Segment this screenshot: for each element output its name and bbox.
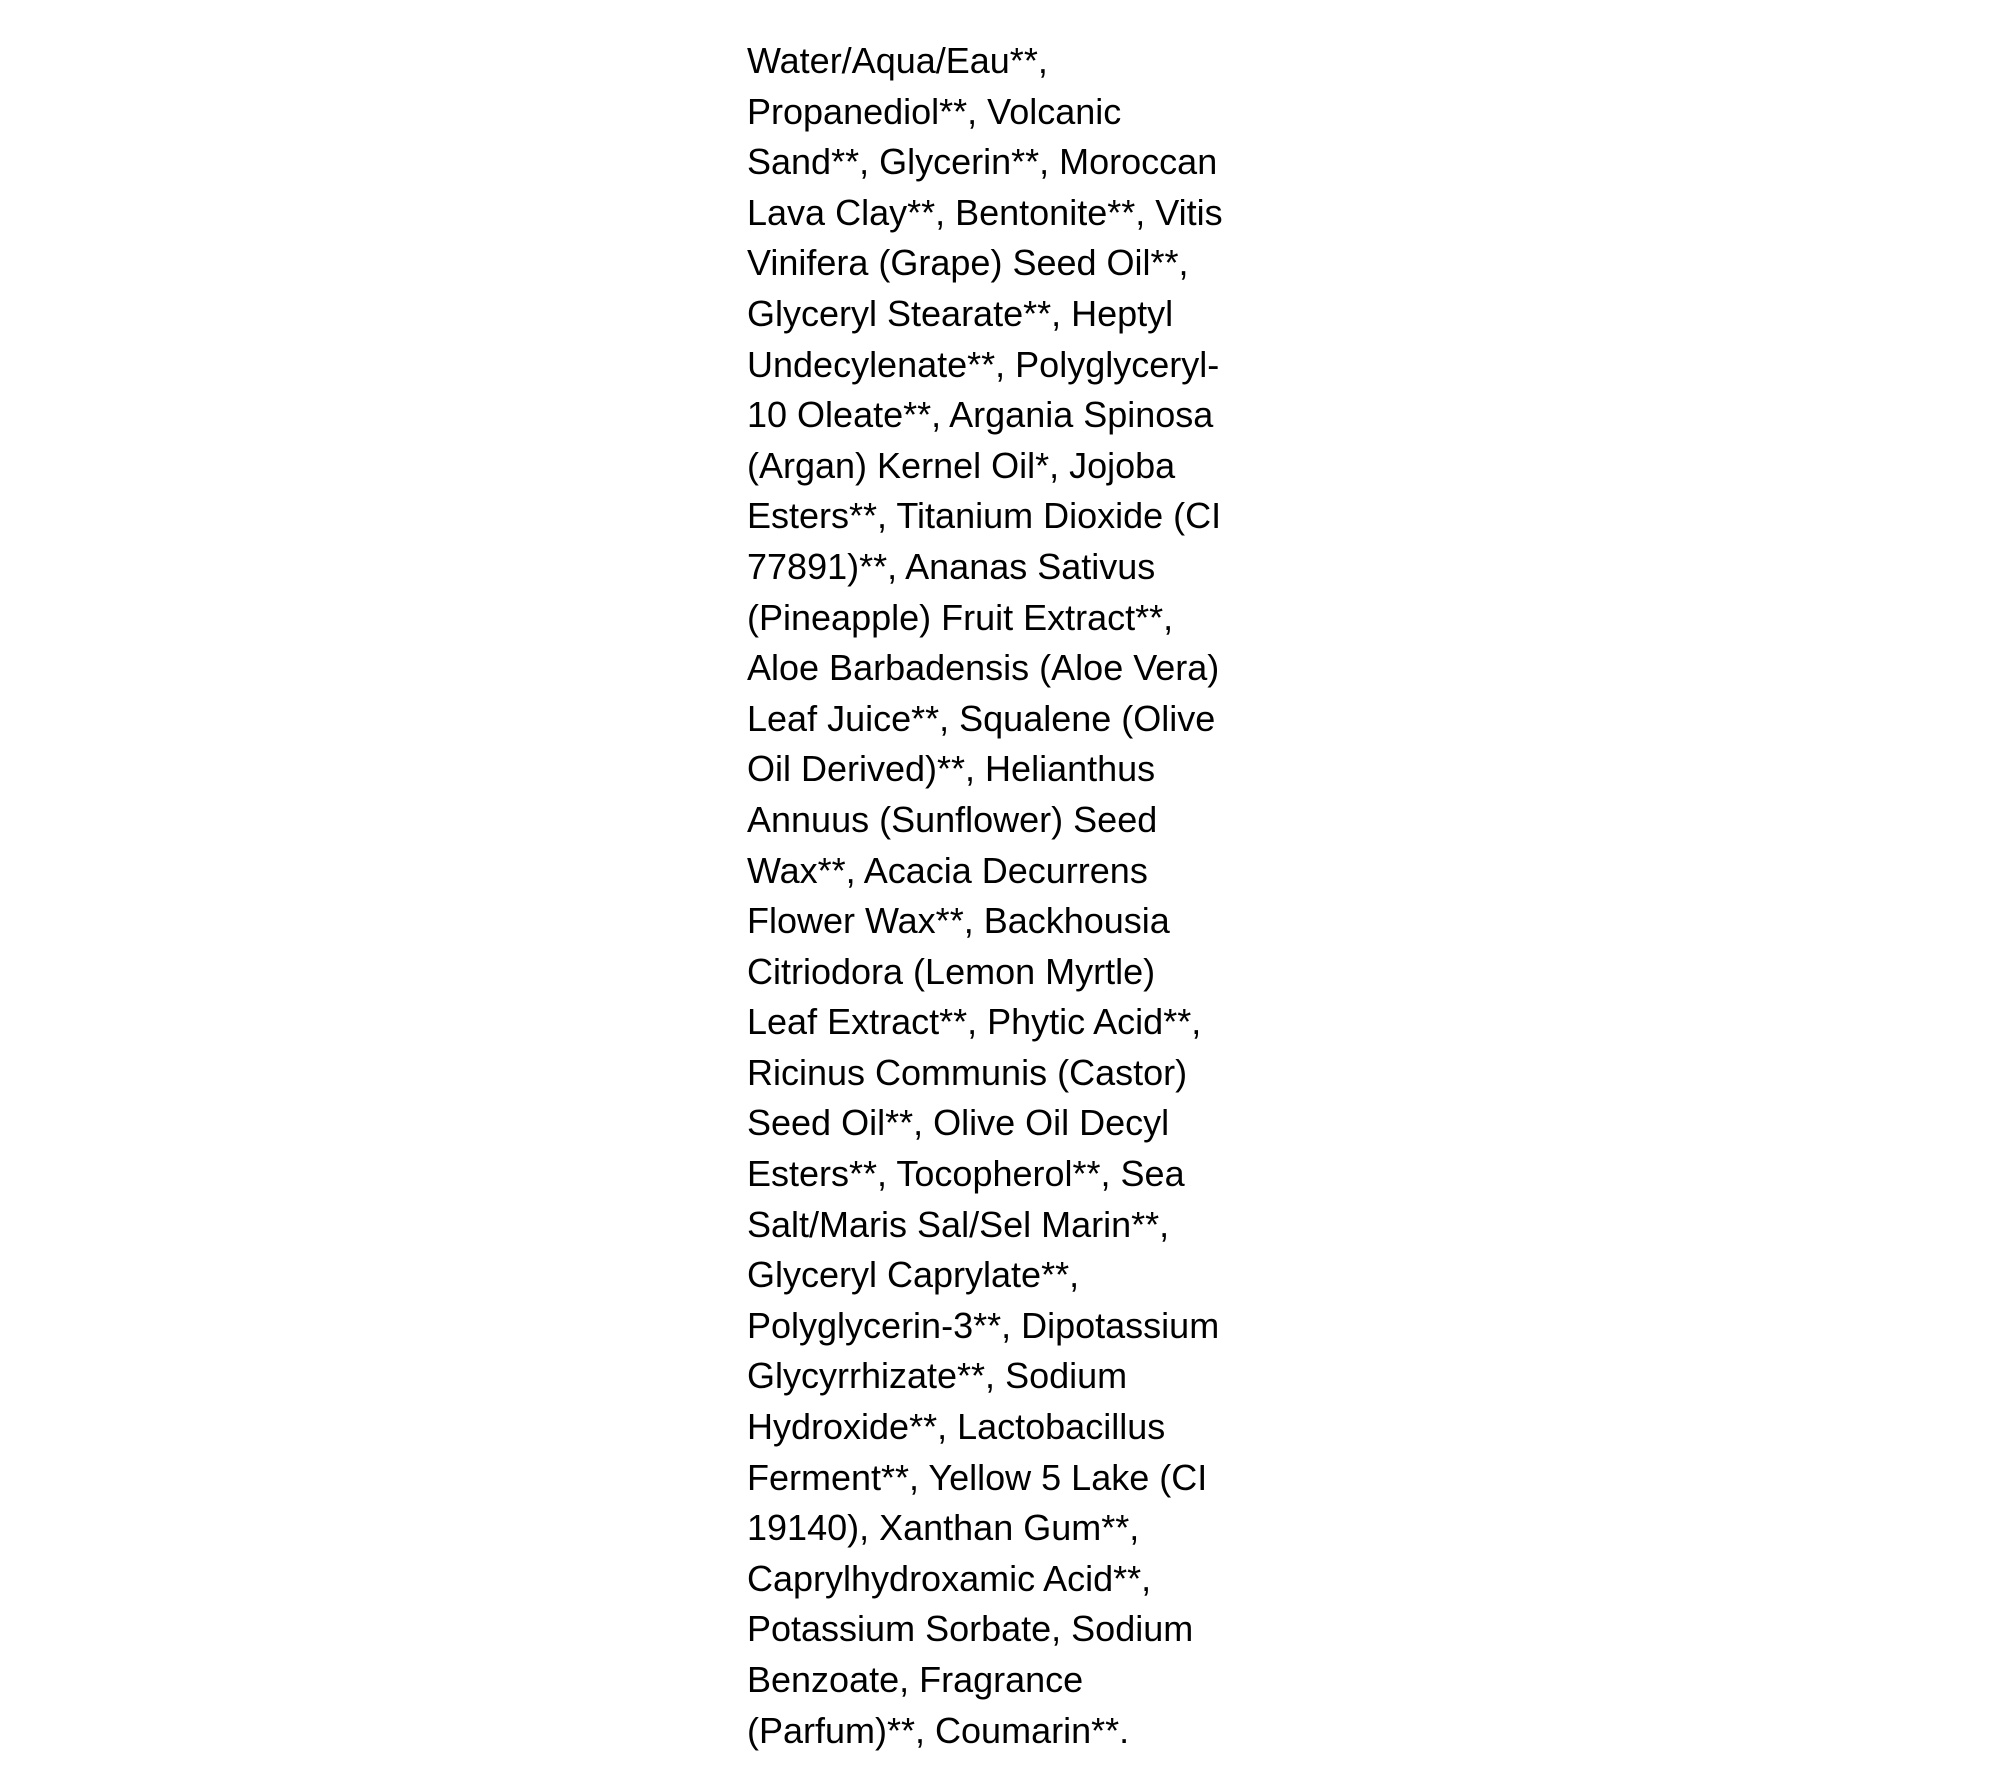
ingredients-line: Citriodora (Lemon Myrtle) (747, 950, 1156, 992)
ingredients-line: Leaf Extract**, Phytic Acid**, (747, 1001, 1202, 1043)
ingredients-line: Vinifera (Grape) Seed Oil**, (747, 242, 1189, 284)
ingredients-line: Sand**, Glycerin**, Moroccan (747, 141, 1218, 183)
ingredients-line: 19140), Xanthan Gum**, (747, 1507, 1140, 1549)
ingredients-line: Aloe Barbadensis (Aloe Vera) (747, 647, 1220, 689)
ingredients-line: Propanediol**, Volcanic (747, 90, 1122, 132)
ingredients-line: Caprylhydroxamic Acid**, (747, 1557, 1152, 1599)
ingredients-line: (Pineapple) Fruit Extract**, (747, 596, 1174, 638)
ingredients-line: Leaf Juice**, Squalene (Olive (747, 697, 1216, 739)
ingredients-line: Water/Aqua/Eau**, (747, 40, 1048, 81)
ingredients-line: Esters**, Titanium Dioxide (CI (747, 495, 1222, 537)
ingredients-line: (Parfum)**, Coumarin**. (747, 1709, 1130, 1751)
ingredients-line: Flower Wax**, Backhousia (747, 900, 1170, 942)
ingredients-line: 10 Oleate**, Argania Spinosa (747, 394, 1214, 436)
ingredients-line: Wax**, Acacia Decurrens (747, 849, 1148, 891)
ingredients-line: Polyglycerin-3**, Dipotassium (747, 1304, 1220, 1346)
ingredients-line: Glyceryl Caprylate**, (747, 1254, 1080, 1296)
ingredients-line: Benzoate, Fragrance (747, 1659, 1084, 1700)
ingredients-line: Undecylenate**, Polyglyceryl- (747, 343, 1220, 385)
ingredients-line: Annuus (Sunflower) Seed (747, 798, 1158, 840)
ingredients-line: Glycyrrhizate**, Sodium (747, 1355, 1128, 1397)
ingredients-list (747, 36, 1307, 1756)
ingredients-line: Glyceryl Stearate**, Heptyl (747, 292, 1174, 334)
ingredients-line: (Argan) Kernel Oil*, Jojoba (747, 444, 1176, 486)
ingredients-line: Ferment**, Yellow 5 Lake (CI (747, 1456, 1208, 1498)
ingredients-line: Hydroxide**, Lactobacillus (747, 1406, 1166, 1448)
ingredients-line: Ricinus Communis (Castor) (747, 1051, 1188, 1093)
ingredients-line: Lava Clay**, Bentonite**, Vitis (747, 191, 1223, 233)
ingredients-line: 77891)**, Ananas Sativus (747, 545, 1156, 587)
ingredients-line: Oil Derived)**, Helianthus (747, 748, 1156, 790)
ingredients-line: Potassium Sorbate, Sodium (747, 1608, 1194, 1650)
ingredients-line: Seed Oil**, Olive Oil Decyl (747, 1102, 1170, 1144)
ingredients-line: Esters**, Tocopherol**, Sea (747, 1153, 1185, 1195)
ingredients-line: Salt/Maris Sal/Sel Marin**, (747, 1203, 1170, 1245)
